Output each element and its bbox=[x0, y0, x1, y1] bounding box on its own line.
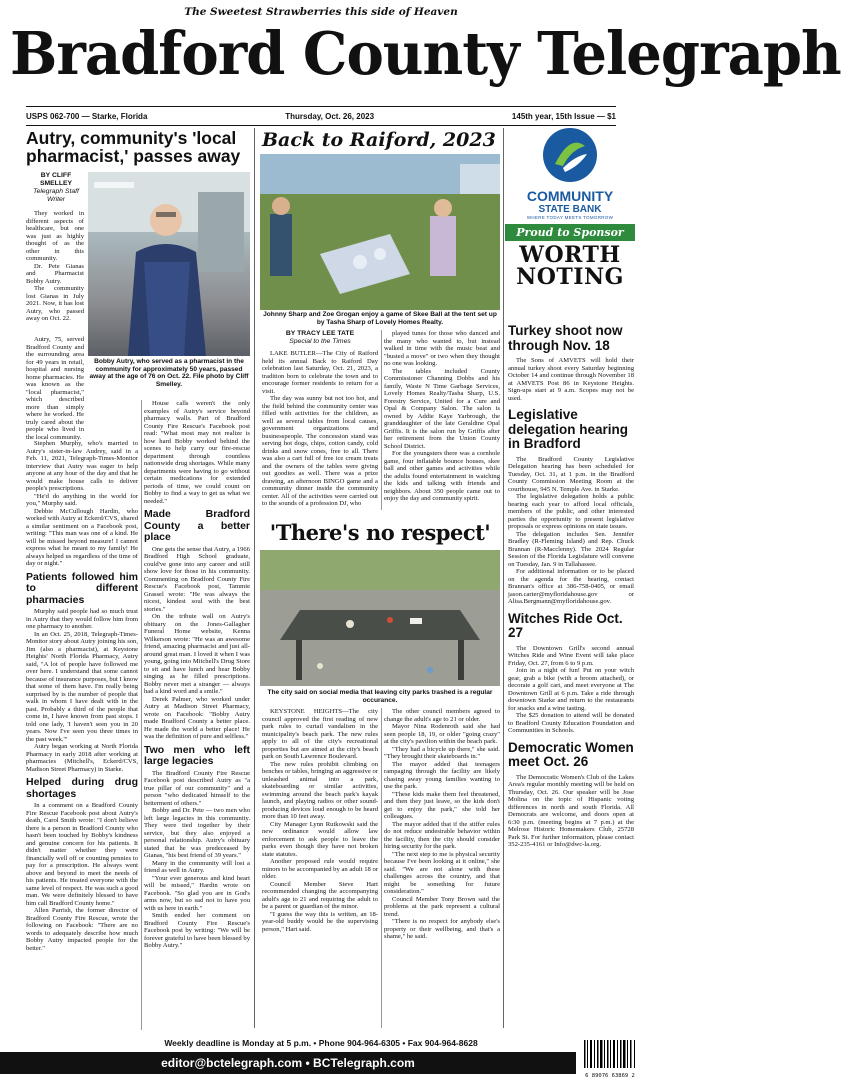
paragraph: Mayor Nina Rodenroth said she had seen people 18, 19, or older "going crazy" at the city's pavilion within the beach park. bbox=[384, 723, 500, 745]
autry-body-left bbox=[26, 440, 138, 952]
paragraph: The Bradford County Legislative Delegation hearing has been scheduled for Tuesday, Oct. 31, at 1 p.m. in the Bradford County Commission Meeting Room at the courthouse, 945 N. Temple Ave. in Starke. bbox=[508, 455, 634, 493]
bank-logo-icon bbox=[541, 126, 599, 184]
paragraph: The Bradford County Fire Rescue Facebook post described Autry as "a true pillar of our community" and a person "who dedicated himself to the betterment of others." bbox=[144, 769, 250, 807]
raiford-photo bbox=[260, 154, 500, 310]
paragraph: LAKE BUTLER—The City of Raiford held its annual Back to Raiford Day celebration last Saturday, Oct. 21, 2023, a tradition born to celebrate the town and to encourage former residents to return for a visit. bbox=[262, 350, 378, 395]
respect-caption: The city said on social media that leaving city parks trashed is a regular occurance. bbox=[267, 689, 493, 704]
democratic-body bbox=[508, 774, 634, 849]
respect-body-left bbox=[262, 708, 378, 933]
paragraph: Stephen Murphy, who's married to Autry's sister-in-law Audrey, said in a Feb. 11, 2021, Telegraph-Times-Monitor interview that Autry was eager to help anyone at any hour of the day and that he would make house calls to deliver people's prescriptions. bbox=[26, 440, 138, 492]
autry-byline bbox=[26, 172, 86, 204]
autry-intro bbox=[26, 210, 84, 323]
footer-deadline: Weekly deadline is Monday at 5 p.m. • Phone 904-964-6305 • Fax 904-964-8628 bbox=[164, 1038, 478, 1048]
column-rule bbox=[503, 128, 504, 1028]
paragraph: City Manager Lynn Rutkowski said the new ordinance would allow law enforcement to ask people to leave the parks even though they have not broken state statutes. bbox=[262, 820, 378, 858]
subhead-better-place: Made Bradford County a better place bbox=[144, 508, 250, 543]
paragraph: In a comment on a Bradford County Fire Rescue Facebook post about Autry's death, Carol Smith wrote: "I don't believe there is a person in Bradford County who hasn't been touched by Bobby's kindness and genuine concern for his patients. It didn't matter whether they were financially well off or counting pennies to pay for a prescription. He always went above and beyond to meet the needs of his patients. He treated everyone with the same level of respect. He was such a good man. We were definitely blessed to have him call Bradford County home." bbox=[26, 802, 138, 907]
respect-photo bbox=[260, 550, 500, 686]
paragraph: They worked in different aspects of healthcare, but one was just as highly thought of as the other in this community. bbox=[26, 210, 84, 262]
paragraph: Bobby and Dr. Pete — two men who left large legacies in this community. They were tied together by their service, but they also enjoyed a personal relationship. Autry's obituary stated that he was predeceased by Gianas, "his best friend of 39 years." bbox=[144, 807, 250, 859]
paragraph: Derek Palmer, who worked under Autry at Madison Street Pharmacy, wrote on Facebook: "Bobby Autry made Bradford County a better place. He made the world a better place! He was the definition of pure and selfless." bbox=[144, 695, 250, 740]
trashed-park-table-icon bbox=[260, 550, 500, 686]
paragraph: Autry, 75, served Bradford County and the surrounding area for 49 years in retail, hospital and nursing home pharmacies. He was known as the "local pharmacist," which described more than simply where he worked. He truly cared about the people who lived in the local community. bbox=[26, 336, 84, 441]
paragraph: The Democratic Women's Club of the Lakes Area's regular monthly meeting will be held on Thursday, Oct. 26. Our speaker will be Jose Molina on the topic of Hispanic voting differences in north and south Florida. All Democrats are welcome, and doors open at 6:30 p.m. (meeting begins at 7 p.m.) at the Melrose Historic Homemakers Club, 25728 Park St. For further information, please contact 352-235-4161 or Info@dwc-la.org. bbox=[508, 773, 634, 848]
autry-caption: Bobby Autry, who served as a pharmacist in the community for approximately 50 years, passed away at the age of 76 on Oct. 22. File photo by Cliff Smelley. bbox=[89, 358, 249, 388]
autry-headline: Autry, community's 'local pharmacist,' passes away bbox=[26, 128, 241, 166]
autry-byline-role: Telegraph Staff Writer bbox=[33, 188, 79, 203]
democratic-headline: Democratic Women meet Oct. 26 bbox=[508, 739, 634, 769]
respect-headline: 'There's no respect' bbox=[269, 520, 491, 545]
column-rule bbox=[254, 128, 255, 1028]
subhead-drug-shortages: Helped during drug shortages bbox=[26, 776, 138, 800]
paragraph: One gets the sense that Autry, a 1966 Bradford High School graduate, could've gone into any career and still show love for those in his community. Commenting on Bradford County Fire Rescue's Facebook post, Tammie Grassel wrote: "He was always the nicest, kindest soul with the best stories." bbox=[144, 545, 250, 613]
column-rule bbox=[381, 330, 382, 510]
autry-photo bbox=[88, 172, 250, 356]
paragraph: Council Member Steve Hart recommended changing the accompanying adult's age to 21 and requiring the adult to be a parent or guardian of the minor. bbox=[262, 880, 378, 910]
raiford-body-left bbox=[262, 350, 378, 508]
subhead-legacies: Two men who left large legacies bbox=[144, 743, 250, 767]
turkey-headline: Turkey shoot now through Nov. 18 bbox=[508, 323, 623, 353]
paragraph: The legislative delegation holds a public hearing each year to afford local officials, members of the public, and other interested parties the opportunity to present legislative proposals or express opinions on state issues. bbox=[508, 493, 634, 530]
noting-label: NOTING bbox=[516, 264, 624, 290]
paragraph: "The next step to me is physical security because I've been looking at it online," she said. "We are not alone with these challenges across the country, and that might be something for future consideration." bbox=[384, 850, 500, 895]
bank-tagline: WHERE TODAY MEETS TOMORROW bbox=[526, 215, 614, 220]
paragraph: "Your ever generous and kind heart will be missed," Hardin wrote on Facebook. "So glad you are in God's arms now, but so sad not to have you with us here in earth." bbox=[144, 874, 250, 912]
paragraph: For the youngsters there was a cornhole game, four inflatable bounce houses, skee ball and other games and activities while the adults found entertainment in watching the kids and talking with friends and neighbors. About 350 people came out to enjoy the day and community spirit. bbox=[384, 450, 500, 502]
proud-to-sponsor: Proud to Sponsor bbox=[505, 224, 635, 241]
raiford-headline: Back to Raiford, 2023 bbox=[262, 129, 496, 151]
paragraph: "There is no respect for anybody else's property or their wellbeing, and that's a shame," he said. bbox=[384, 918, 500, 940]
barcode-digits: 6 89076 63869 2 bbox=[585, 1073, 635, 1079]
worth-label: WORTH bbox=[519, 242, 621, 268]
paragraph: For additional information or to be placed on the agenda for the hearing, contact Brannan's office at 386-758-0405, or email jason.carter@myfloridahouse.gov or Alisa.Bergmann@myfloridahouse.gov. bbox=[508, 568, 634, 605]
paragraph: On the tribute wall on Autry's obituary on the Jones-Gallagher Funeral Home website, Kenna Wilkerson wrote: "He was an awesome friend, amazing pharmacist and just all-around great man. I loved it when I was young, going into Mitchell's Drug Store to sit and have lunch and hear Bobby singing as he filled prescriptions. Bobby never met a stranger — always had a kind word and a smile." bbox=[144, 613, 250, 695]
issue-date: Thursday, Oct. 26, 2023 bbox=[285, 111, 375, 121]
legislative-body bbox=[508, 456, 634, 606]
paragraph: The $25 donation to attend will be donated to Bradford County Education Foundation and Communities in Schools. bbox=[508, 712, 634, 734]
paragraph: KEYSTONE HEIGHTS—The city council approved the first reading of new park rules to curtail vandalism in the municipality's beach park. The new rules apply to all of the city's recreational properties but are aimed at the city's beach park on South Lawrence Boulevard. bbox=[262, 708, 378, 760]
paragraph: "He'd do anything in the world for you," Murphy said. bbox=[26, 492, 138, 507]
paragraph: The community lost Gianas in July 2021. Now, it has lost Autry, who passed away on Oct. 22. bbox=[26, 285, 84, 322]
paragraph: Council Member Tony Brown said the problems at the park represent a cultural trend. bbox=[384, 895, 500, 918]
paragraph: The other council members agreed to change the adult's age to 21 or older. bbox=[384, 708, 500, 723]
paragraph: Debbie McCullough Hardin, who worked with Autry at Eckerd/CVS, shared a similar sentiment on a Facebook post, writing: "This man was one of a kind. He will be missed beyond measure! I cannot express what he meant to my family! He always helped us regardless of the time of day or night." bbox=[26, 507, 138, 567]
paragraph: played tunes for those who danced and the many who wanted to, but instead walked in time with the music beat and "busted a move" or two when they thought no one was looking. bbox=[384, 330, 500, 367]
autry-body-right bbox=[144, 400, 250, 950]
turkey-body bbox=[508, 357, 634, 402]
bank-name-line2: STATE BANK bbox=[538, 204, 602, 215]
witches-headline: Witches Ride Oct. 27 bbox=[508, 610, 623, 640]
issue-number: 145th year, 15th Issue — $1 bbox=[511, 111, 616, 121]
paragraph: The new rules prohibit climbing on benches or tables, bringing an aggressive or unleashed animal into a park, skateboarding or similar activities, swimming around the beach park's kayak launch, and playing radios or other sound-producing devices loud enough to be heard more than 10 feet away. bbox=[262, 760, 378, 820]
skee-ball-scene-icon bbox=[260, 154, 500, 310]
paragraph: The day was sunny but not too hot, and the field behind the community center was filled with activities for the children, as well as several tables from local causes, government organizations and businesspeople. The concession stand was serving hot dogs, chips, cotton candy, cold drinks and snow cones, free to all. There was also a cart full of free ice cream treats and the owners of the tables were giving out goodies as well. There was a prize drawing, an afternoon BINGO game and a community dinner inside the community center. All of the activities were carried out to the sounds of a profession DJ, who bbox=[262, 395, 378, 507]
sponsor-block bbox=[505, 118, 635, 313]
sidebar-briefs bbox=[508, 324, 634, 849]
usps-info: USPS 062-700 — Starke, Florida bbox=[26, 111, 148, 121]
paragraph: Smith ended her comment on Bradford County Fire Rescue's Facebook post by writing: "We will be forever grateful to have been blessed by Bobby Autry." bbox=[144, 912, 250, 949]
paragraph: Join in a night of fun! Put on your witch gear, grab a bike (with a broom attached), or decorate a golf cart, and meet everyone at The Downtown Grill at 6 p.m. Take a ride through downtown Starke and return to the restaurants for snacks and a wine tasting. bbox=[508, 667, 634, 712]
tagline: The Sweetest Strawberries this side of Heaven bbox=[184, 6, 458, 18]
raiford-byline-name: BY TRACY LEE TATE bbox=[285, 330, 355, 337]
barcode-icon bbox=[582, 1040, 638, 1068]
paragraph: Allen Parrish, the former director of Bradford County Fire Rescue, wrote the following on Facebook: "There are no words to adequately describe how much Bobby Autry impacted people for the better." bbox=[26, 907, 138, 952]
paragraph: "I guess the way this is written, an 18-year-old buddy would be the supervising person," Hart said. bbox=[262, 910, 378, 933]
paragraph: Autry began working at North Florida Pharmacy in early 2018 after working at pharmacies (Mitchell's, Eckerd/CVS, Madison Street Pharmacy) in Starke. bbox=[26, 743, 138, 773]
column-rule bbox=[141, 400, 142, 1030]
paragraph: The tables included County Commissioner Channing Dobbs and his family, Waste N Time Garbage Services, Lovely Homes Realty/Tasha Sharp, U.S. Forestry Service, United for a Cure and Opal & Company Salon. The salon is owned by Addie Kaye Yarbrough, the granddaughter of the late Geraldine Opal Griffis. It is the salon run by Griffis after her retirement from the Union County School District. bbox=[384, 367, 500, 450]
paragraph: Another proposed rule would require minors to be accompanied by an adult 18 or older. bbox=[262, 858, 378, 880]
witches-body bbox=[508, 645, 634, 735]
paragraph: House calls weren't the only examples of Autry's service beyond pharmacy walls. Part of Bradford County Fire Rescue's Facebook post read: "What most may not realize is how hard Bobby worked behind the scenes to help carry our fire-rescue department through countless nationwide drug shortages. While many departments were having to go without certain medications for extended periods of time, we could count on Bobby to find a way to get us what we needed." bbox=[144, 400, 250, 505]
raiford-body-right bbox=[384, 330, 500, 503]
raiford-byline bbox=[262, 330, 378, 346]
legislative-headline: Legislative delegation hearing in Bradford bbox=[508, 407, 629, 451]
paragraph: "These kids make them feel threatened, and then they just leave, so the kids don't get to enjoy the park," she told her colleagues. bbox=[384, 790, 500, 820]
raiford-caption: Johnny Sharp and Zoe Grogan enjoy a game of Skee Ball at the tent set up by Tasha Sharp of Lovely Homes Realty. bbox=[263, 311, 497, 326]
barcode bbox=[582, 1040, 638, 1079]
respect-body-right bbox=[384, 708, 500, 941]
pharmacist-figure-icon bbox=[88, 172, 250, 356]
paragraph: The mayor added that if the stiffer rules do not reduce undesirable behavior within the facility, then the city should consider hiring security for the park. bbox=[384, 820, 500, 850]
subhead-patients: Patients followed him to different pharmacies bbox=[26, 570, 138, 606]
autry-body-col1 bbox=[26, 336, 84, 441]
paragraph: Murphy said people had so much trust in Autry that they would follow him from one pharmacy to another. bbox=[26, 608, 138, 630]
paragraph: The mayor added that teenagers rampaging through the facility are likely chasing away young families wanting to use the park. bbox=[384, 760, 500, 790]
masthead: Bradford County Telegraph bbox=[10, 19, 841, 89]
raiford-byline-role: Special to the Times bbox=[289, 338, 351, 345]
column-rule bbox=[381, 708, 382, 1028]
paragraph: The delegation includes Sen. Jennifer Bradley (R-Fleming Island) and Rep. Chuck Brannan (R-Macclenny). The 2024 Regular Session of the Florida Legislature will convene on Tuesday, Jan. 9 in Tallahassee. bbox=[508, 530, 634, 568]
footer-contact: editor@bctelegraph.com • BCTelegraph.com bbox=[0, 1052, 576, 1074]
paragraph: Many in the community will lost a friend as well in Autry. bbox=[144, 859, 250, 874]
paragraph: The Downtown Grill's second annual Witches Ride and Wine Event will take place Friday, Oct. 27, from 6 to 9 p.m. bbox=[508, 644, 634, 667]
paragraph: Dr. Pete Gianas and Pharmacist Bobby Autry. bbox=[26, 262, 84, 285]
paragraph: The Sons of AMVETS will hold their annual turkey shoot every Saturday beginning October 14 and continue through November 18 at AMVETS Post 86 in Keystone Heights. Sign-ups start at 9 a.m. Scopes may not be used. bbox=[508, 357, 634, 402]
paragraph: In an Oct. 25, 2018, Telegraph-Times-Monitor story about Autry joining his son, Jim (also a pharmacist), at Keystone Heights' North Florida Pharmacy, Autry said, "A lot of people have followed me over here. I understand that some cannot because of insurance purposes, but I know that some of them have. I'm really being surprised by is the number of people that walk in whom I have dealt with in the past. Probably a third of the people that come in, I have known from past stops. I told one lady, 'I haven't seen you in 20 years. Now I've seen you three times in the past week.'" bbox=[26, 630, 138, 743]
autry-byline-name: BY CLIFF SMELLEY bbox=[39, 172, 73, 187]
paragraph: "They had a bicycle up there," she said. "They brought their skateboards in." bbox=[384, 745, 500, 760]
bank-name-line1: COMMUNITY bbox=[526, 188, 614, 204]
